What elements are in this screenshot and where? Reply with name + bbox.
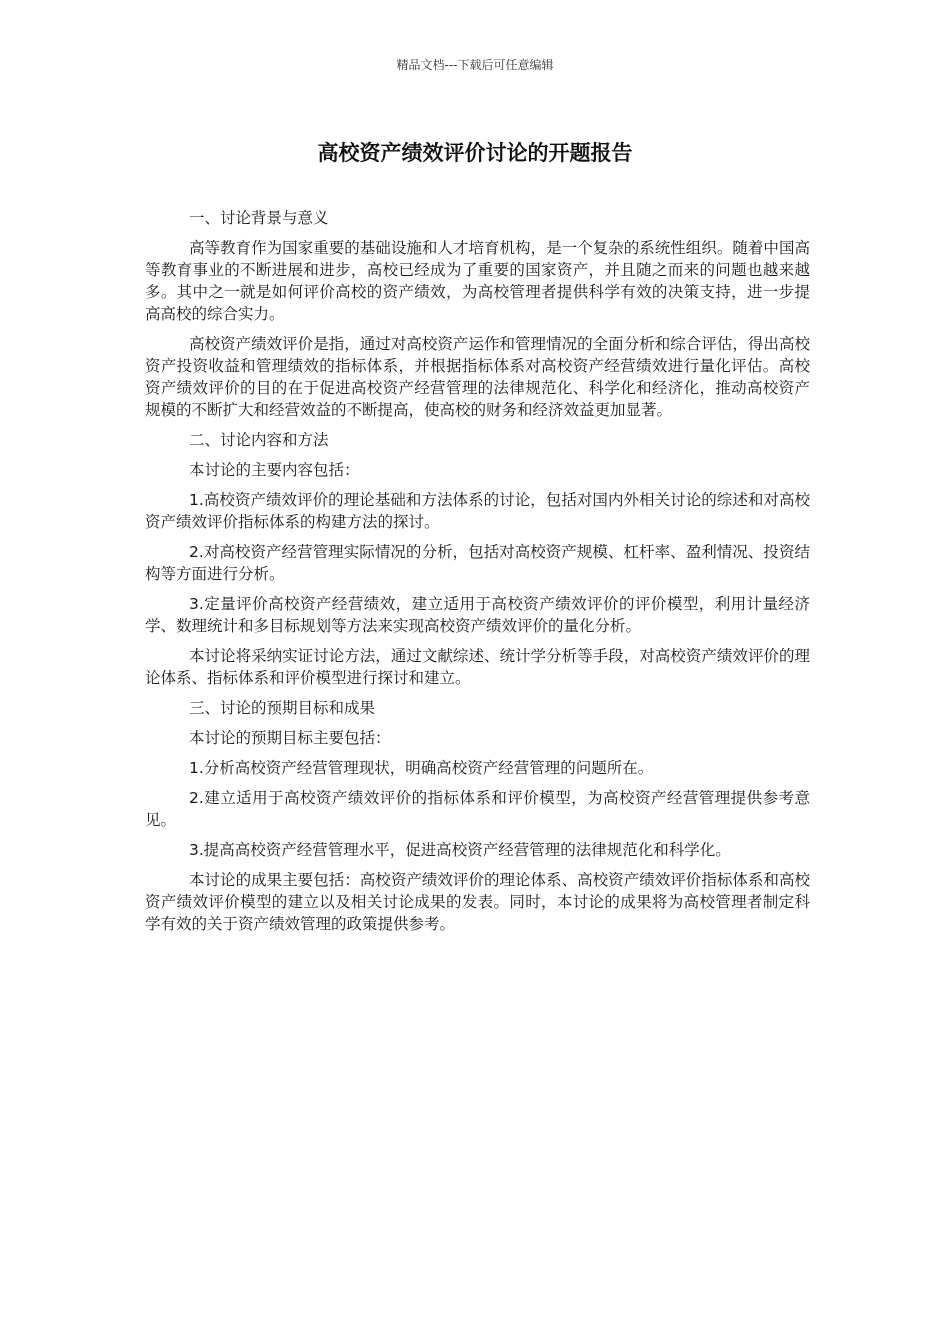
- list-item: 3.提高高校资产经营管理水平，促进高校资产经营管理的法律规范化和科学化。: [189, 841, 731, 859]
- section-heading-background: 一、讨论背景与意义: [189, 209, 329, 227]
- list-item: 3.定量评价高校资产经营绩效，建立适用于高校资产绩效评价的评价模型，利用计量经济学、数理统计和多目标规划等方法来实现高校资产绩效评价的量化分析。: [145, 595, 810, 635]
- list-item: 1.分析高校资产经营管理现状，明确高校资产经营管理的问题所在。: [189, 759, 654, 777]
- paragraph: 本讨论的预期目标主要包括：: [189, 729, 391, 747]
- paragraph: 本讨论的主要内容包括：: [189, 461, 360, 479]
- section-heading-goals: 三、讨论的预期目标和成果: [189, 699, 376, 717]
- list-item: 2.对高校资产经营管理实际情况的分析，包括对高校资产规模、杠杆率、盈利情况、投资结构等方面进行分析。: [145, 543, 810, 583]
- paragraph: 本讨论的成果主要包括：高校资产绩效评价的理论体系、高校资产绩效评价指标体系和高校资产绩效评价模型的建立以及相关讨论成果的发表。同时，本讨论的成果将为高校管理者制定科学有效的关于资产绩效管理的政策提供参考。: [145, 871, 810, 933]
- document-body: [145, 207, 810, 943]
- paragraph: 高等教育作为国家重要的基础设施和人才培育机构，是一个复杂的系统性组织。随着中国高等教育事业的不断进展和进步，高校已经成为了重要的国家资产，并且随之而来的问题也越来越多。其中之一就是如何评价高校的资产绩效，为高校管理者提供科学有效的决策支持，进一步提高高校的综合实力。: [145, 239, 810, 323]
- list-item: 2.建立适用于高校资产绩效评价的指标体系和评价模型，为高校资产经营管理提供参考意见。: [145, 789, 810, 829]
- paragraph: 本讨论将采纳实证讨论方法，通过文献综述、统计学分析等手段，对高校资产绩效评价的理论体系、指标体系和评价模型进行探讨和建立。: [145, 647, 810, 687]
- section-heading-content-methods: 二、讨论内容和方法: [189, 431, 329, 449]
- paragraph: 高校资产绩效评价是指，通过对高校资产运作和管理情况的全面分析和综合评估，得出高校资产投资收益和管理绩效的指标体系，并根据指标体系对高校资产经营绩效进行量化评估。高校资产绩效评价的目的在于促进高校资产经营管理的法律规范化、科学化和经济化，推动高校资产规模的不断扩大和经营效益的不断提高，使高校的财务和经济效益更加显著。: [145, 335, 810, 419]
- list-item: 1.高校资产绩效评价的理论基础和方法体系的讨论，包括对国内外相关讨论的综述和对高校资产绩效评价指标体系的构建方法的探讨。: [145, 491, 810, 531]
- document-title: 高校资产绩效评价讨论的开题报告: [317, 141, 633, 165]
- page-header-note: 精品文档---下载后可任意编辑: [396, 58, 554, 72]
